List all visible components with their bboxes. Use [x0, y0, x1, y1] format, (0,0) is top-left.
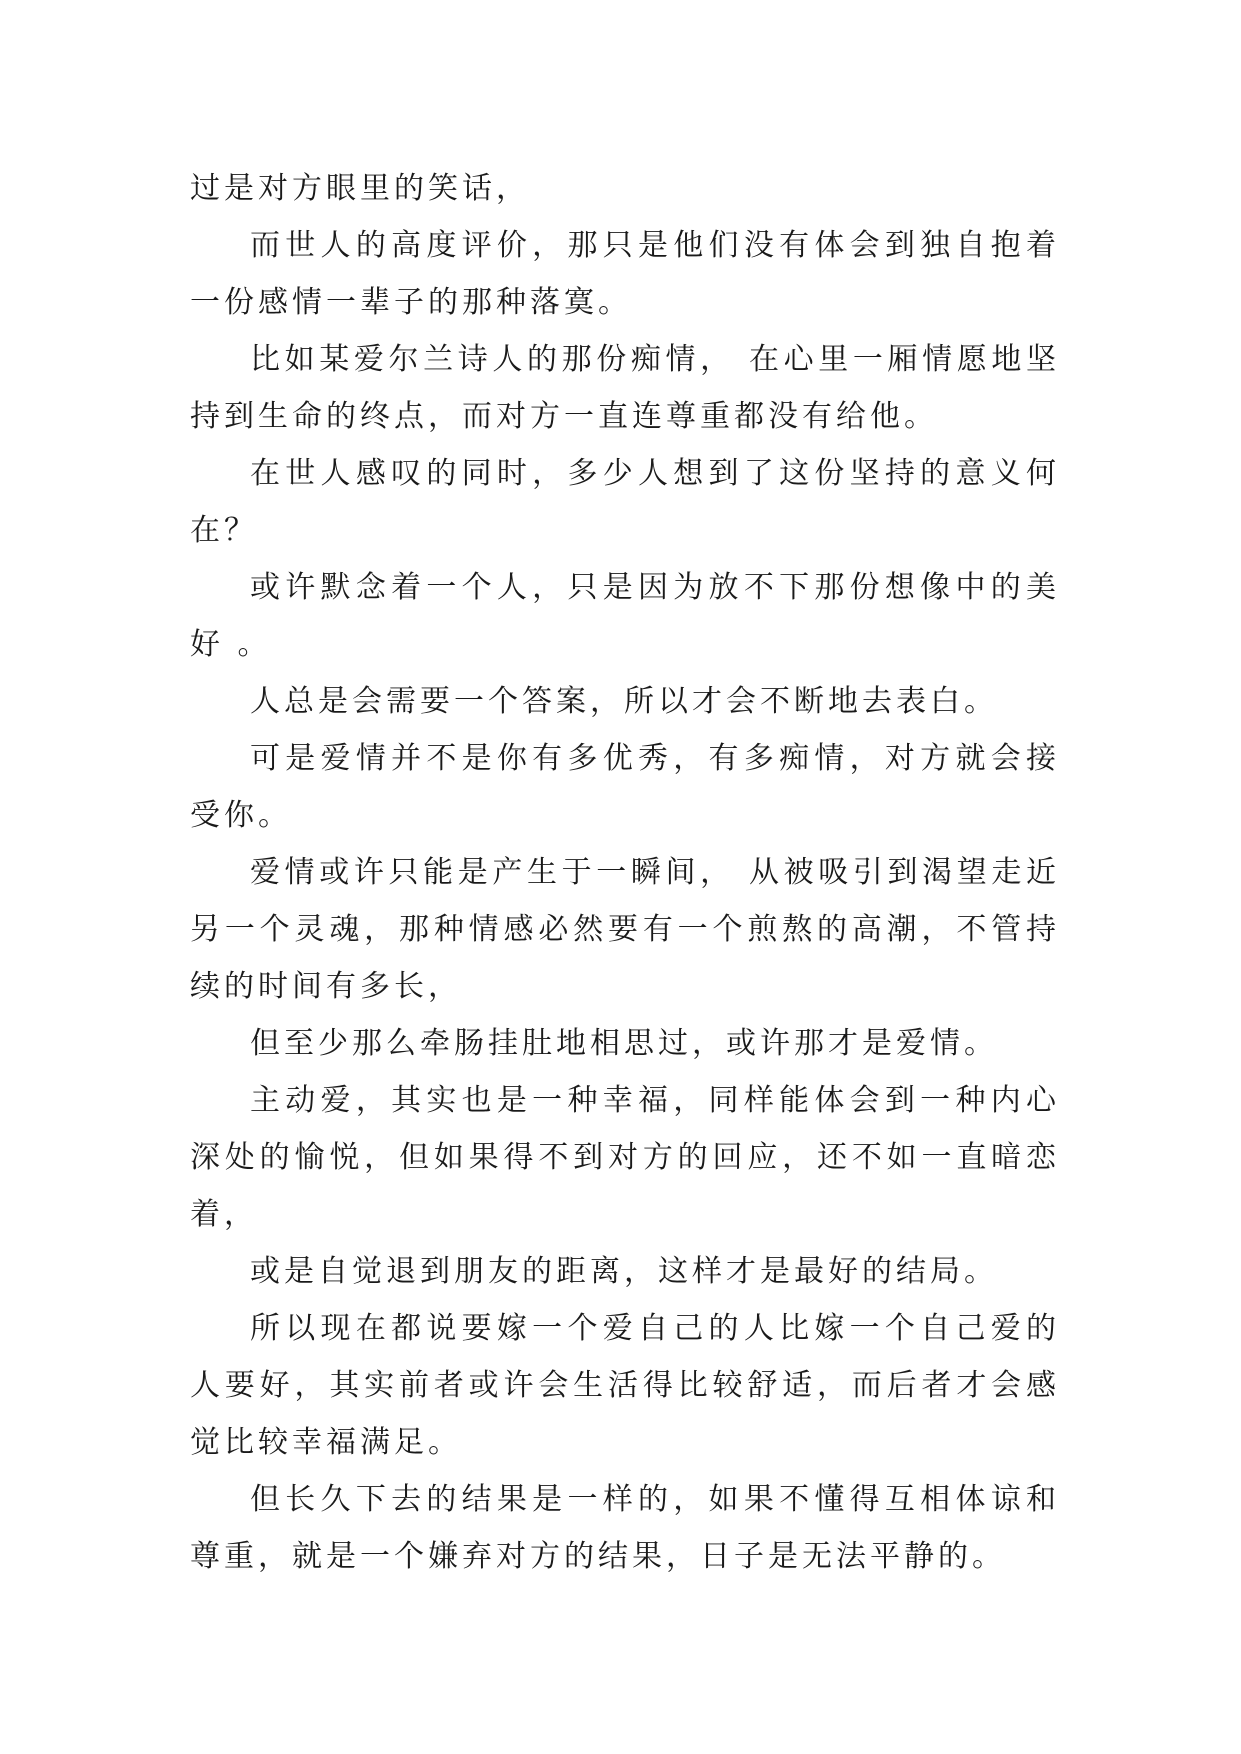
document-body: [190, 160, 1060, 1585]
paragraph: 人总是会需要一个答案，所以才会不断地去表白。: [250, 684, 998, 719]
paragraph: 过是对方眼里的笑话，: [190, 171, 530, 206]
paragraph: 爱情或许只能是产生于一瞬间， 从被吸引到渴望走近另一个灵魂，那种情感必然要有一个煎熬的高潮，不管持续的时间有多长，: [190, 855, 1060, 1004]
paragraph: 而世人的高度评价，那只是他们没有体会到独自抱着一份感情一辈子的那种落寞。: [190, 228, 1060, 320]
paragraph: 可是爱情并不是你有多优秀，有多痴情，对方就会接受你。: [190, 741, 1060, 833]
paragraph: 但至少那么牵肠挂肚地相思过，或许那才是爱情。: [250, 1026, 998, 1061]
paragraph: 或是自觉退到朋友的距离，这样才是最好的结局。: [250, 1254, 998, 1289]
paragraph: 但长久下去的结果是一样的，如果不懂得互相体谅和尊重，就是一个嫌弃对方的结果，日子是无法平静的。: [190, 1482, 1060, 1574]
paragraph: 所以现在都说要嫁一个爱自己的人比嫁一个自己爱的人要好，其实前者或许会生活得比较舒适，而后者才会感觉比较幸福满足。: [190, 1311, 1060, 1460]
paragraph: 主动爱，其实也是一种幸福，同样能体会到一种内心深处的愉悦，但如果得不到对方的回应，还不如一直暗恋着，: [190, 1083, 1060, 1232]
paragraph: 在世人感叹的同时，多少人想到了这份坚持的意义何在？: [190, 456, 1060, 548]
paragraph: 比如某爱尔兰诗人的那份痴情， 在心里一厢情愿地坚持到生命的终点，而对方一直连尊重都没有给他。: [190, 342, 1060, 434]
paragraph: 或许默念着一个人，只是因为放不下那份想像中的美好 。: [190, 570, 1060, 662]
